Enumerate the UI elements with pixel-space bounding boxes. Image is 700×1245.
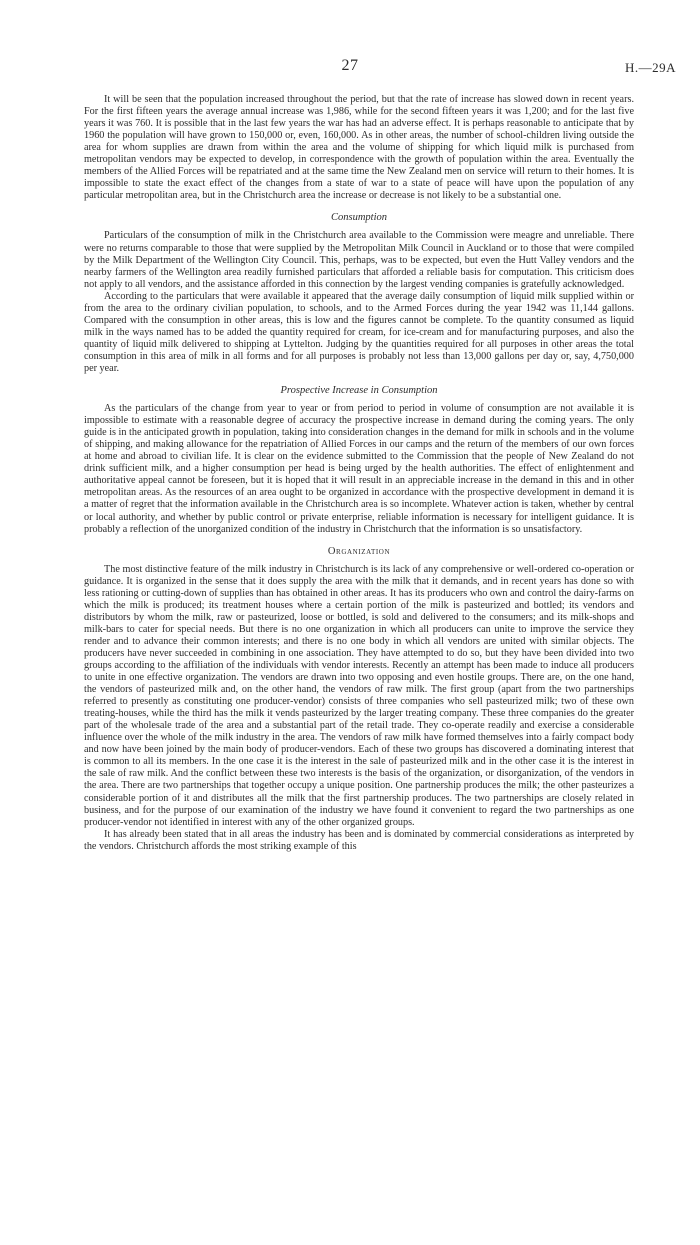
page-number: 27 [341, 57, 359, 74]
section-organization [84, 546, 634, 853]
paragraph: It will be seen that the population increased throughout the period, but that the rate of increase has slowed down in recent years. For the first fifteen years the average annual increase was 1,986, while for the second fifteen years it was 1,200; and for the last five years it was 760. It is possible that in the last few years the war has had an adverse effect. It is perhaps reasonable to anticipate that by 1960 the population will have grown to 150,000 or, even, 160,000. As in other areas, the number of school-children living outside the area for whom supplies are drawn from within the area and the volume of shipping for which liquid milk is purchased from metropolitan vendors may be expected to develop, in correspondence with the growth of population within the area. Eventually the members of the Allied Forces will be repatriated and at the same time the New Zealand men on service will return to their homes. It is impossible to state the exact effect of the changes from a state of war to a state of peace will have upon the population of any particular metropolitan area, but in the Christchurch area the increase or decrease is not likely to be a substantial one. [84, 94, 634, 202]
document-reference: H.—29A [624, 60, 676, 75]
paragraph: According to the particulars that were available it appeared that the average daily consumption of liquid milk supplied within or from the area to the ordinary civilian population, to schools, and to the Armed Forces during the year 1942 was 11,144 gallons. Compared with the consumption in other areas, this is low and the figures cannot be complete. To the quantity consumed as liquid milk in the ways named has to be added the quantity required for cream, for ice-cream and for manufacturing purposes, and also the quantity of liquid milk delivered to shipping at Lyttelton. Judging by the quantities required for all purposes in other areas the total consumption in this area of milk in all forms and for all purposes is probably not less than 13,000 gallons per day or, say, 4,750,000 per year. [84, 290, 634, 374]
section-consumption [84, 212, 634, 375]
section-heading: Prospective Increase in Consumption [280, 385, 438, 397]
section-heading: Consumption [330, 212, 387, 224]
document-body [84, 94, 634, 853]
paragraph: The most distinctive feature of the milk industry in Christchurch is its lack of any comprehensive or well-ordered co-operation or guidance. It is organized in the sense that it does supply the area with the milk that it demands, and in recent years has done so with less rationing or cutting-down of supplies than has obtained in other areas. It has its producers who own and control the dairy-farms on which the milk is produced; its treatment houses where a certain portion of the milk is pasteurized and bottled; its vendors and distributors by whom the milk, raw or pasteurized, loose or bottled, is sold and delivered to the consumers; and its milk-shops and milk-bars to cater for special needs. But there is no one organization in which all producers can unite to improve the service they render and to advance their common interests; and there is no one body in which all vendors are united with similar objects. The producers have never succeeded in combining in one association. They have attempted to do so, but they have been divided into two groups according to the affiliation of the individuals with vendor interests. Recently an attempt has been made to induce all producers to unite in one effective organization. The vendors are drawn into two opposing and even hostile groups. There are, on the one hand, the vendors of pasteurized milk and, on the other hand, the vendors of raw milk. The first group (apart from the two partnerships referred to presently as constituting one producer-vendor) consists of three companies who sell pasteurized milk; two of these own treating-houses, while the third has the milk it vends pasteurized by the larger treating company. These three companies do the greater part of the wholesale trade of the area and a substantial part of the retail trade. They co-operate readily and exercise a considerable influence over the whole of the milk industry in the area. The vendors of raw milk have formed themselves into a fairly compact body and now have been joined by the main body of producer-vendors. Each of these two groups has discovered a dominating interest that is common to all its members. In the one case it is the interest in the sale of pasteurized milk and in the other case it is the interest in the sale of raw milk. And the conflict between these two interests is the basis of the organization, or disorganization, of the vendors in the area. There are two partnerships that together occupy a unique position. One partnership produces the milk; the other pasteurizes a considerable portion of it and distributes all the milk that the first partnership produces. The two partnerships are closely related in business, and for the purpose of our examination of the industry we have found it convenient to regard the two partnerships as one producer-vendor not identified in interest with any of the other organized groups. [84, 563, 634, 828]
section-heading: Organization [327, 545, 391, 557]
section-population [84, 94, 634, 202]
paragraph: Particulars of the consumption of milk in the Christchurch area available to the Commission were meagre and unreliable. There were no returns comparable to those that were supplied by the Metropolitan Milk Council in Auckland or to those that were compiled by the Milk Department of the Wellington City Council. This, perhaps, was to be expected, but even the Hutt Valley vendors and the nearby farmers of the Wellington area readily furnished particulars that afforded a reliable basis for computation. This criticism does not apply to all vendors, and the assistance afforded in this connection by the largest vending companies is gratefully acknowledged. [84, 230, 634, 290]
paragraph: It has already been stated that in all areas the industry has been and is dominated by commercial considerations as interpreted by the vendors. Christchurch affords the most striking example of this [84, 828, 634, 852]
paragraph: As the particulars of the change from year to year or from period to period in volume of consumption are not available it is impossible to estimate with a reasonable degree of accuracy the prospective increase in demand during the coming years. The only guide is in the anticipated growth in population, taking into consideration changes in the demand for milk in schools and in the volume of shipping, and making allowance for the repatriation of Allied Forces in our camps and the return of the members of our own forces at home and abroad to civilian life. It is clear on the evidence submitted to the Commission that the people of New Zealand do not drink sufficient milk, and a higher consumption per head is being urged by the health authorities. The effect of enlightenment and authoritative appeal cannot be foreseen, but it is hoped that it will result in an appreciable increase in the demand in this and in other metropolitan areas. As the resources of an area ought to be organized in accordance with the prospective development in demand it is a matter of regret that the information available in the Christchurch area is so incomplete. Whatever action is taken, whether by central or local authority, and whether by public control or private enterprise, reliable information is necessary for intelligent guidance. It is probably a reflection of the unorganized condition of the industry in Christchurch that the information is so unsatisfactory. [84, 403, 634, 535]
section-prospective-increase [84, 385, 634, 536]
